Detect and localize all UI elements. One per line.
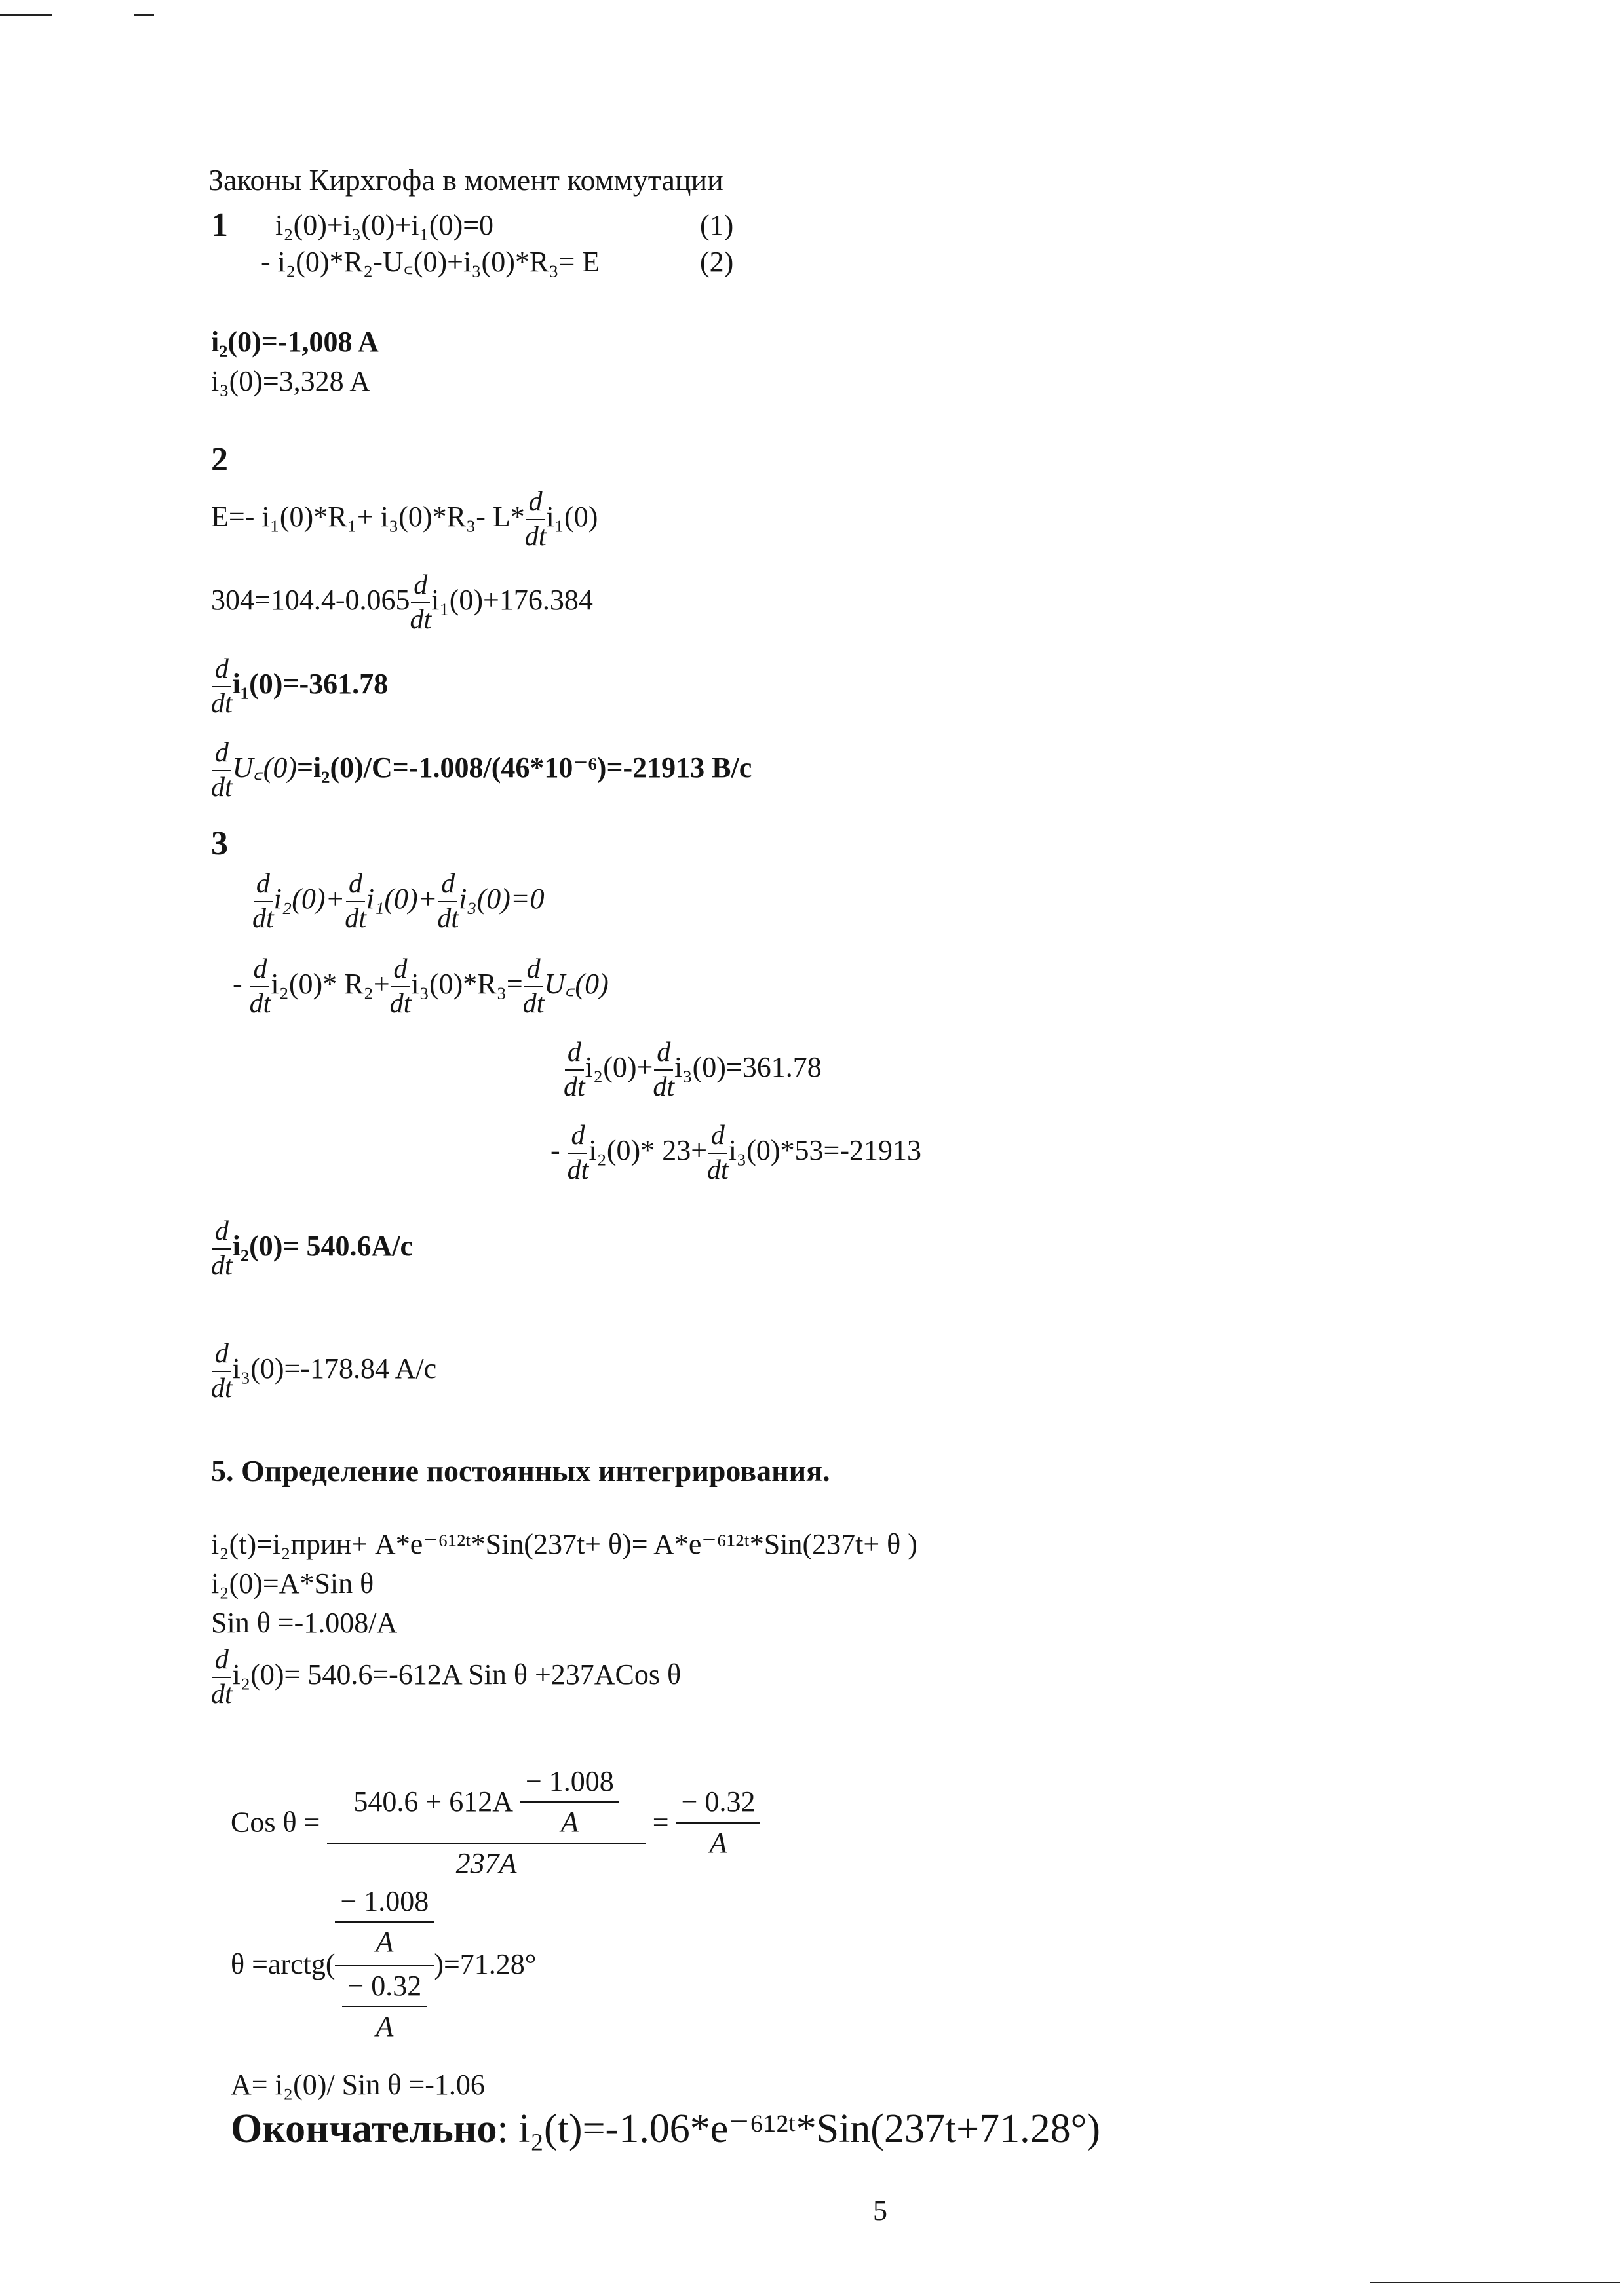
scan-edge-mark-top-left <box>0 14 52 16</box>
final-expression: i₂(t)=-1.06*e⁻⁶¹²ᵗ*Sin(237t+71.28°) <box>518 2107 1101 2151</box>
derivative-operator: $\frac{d}{dt}$ <box>211 738 233 803</box>
kirchhoff-heading: Законы Кирхгофа в момент коммутации <box>208 163 723 197</box>
derivative-operator: $\frac{d}{dt}$ <box>522 954 545 1019</box>
final-answer-row <box>231 2109 1100 2149</box>
inner-fraction: $\frac{- 1.008}{A}$ <box>520 1766 619 1839</box>
derivative-operator: $\frac{d}{dt}$ <box>211 1645 233 1710</box>
derivative-i2-equation-row <box>211 1646 681 1709</box>
derivative-operator: $\frac{d}{dt}$ <box>345 869 366 934</box>
result-i2-initial: i₂(0)=-1,008 A <box>211 326 379 358</box>
system-row-4: - $\frac{d}{dt}$ i₂(0)* 23+ $\frac{d}{dt}$ i₃(0)*53=-21913 <box>550 1120 922 1185</box>
cos-theta-fraction: 540.6 + 612A $\frac{- 1.008}{A}$ 237A <box>327 1766 645 1879</box>
derivative-operator: $\frac{d}{dt}$ <box>211 1339 233 1404</box>
derivative-operator: $\frac{d}{dt}$ <box>211 654 233 719</box>
amplitude-line: A= i₂(0)/ Sin θ =-1.06 <box>231 2069 485 2101</box>
system-row-2: - $\frac{d}{dt}$ i₂(0)* R₂+ $\frac{d}{dt}$ i₃(0)*R₃= $\frac{d}{dt}$ U꜀(0) <box>233 954 609 1019</box>
theta-row <box>231 1886 536 2043</box>
di2-result-row <box>211 1217 413 1280</box>
theta-left: θ =arctg( <box>231 1947 336 1980</box>
result-i3-initial: i₃(0)=3,328 A <box>211 365 371 397</box>
duc-variable: U꜀(0) <box>232 751 297 784</box>
cos-theta-equals: = <box>652 1806 669 1839</box>
sin-theta: Sin θ =-1.008/A <box>211 1607 398 1639</box>
step-1-equation-2: - i₂(0)*R₂-U꜀(0)+i₃(0)*R₃= E <box>261 246 600 278</box>
system-row-1: $\frac{d}{dt}$ i₂(0)+ $\frac{d}{dt}$ i₁(0)+ $\frac{d}{dt}$ i₃(0)=0 <box>252 869 545 934</box>
section-5-heading: 5. Определение постоянных интегрирования. <box>211 1454 830 1487</box>
general-solution: i₂(t)=i₂прин+ A*e⁻⁶¹²ᵗ*Sin(237t+ θ)= A*e⁻⁶¹²ᵗ*Sin(237t+ θ ) <box>211 1528 917 1560</box>
equation-numeric-right: i₁(0)+176.384 <box>431 583 593 616</box>
di3-result: i₃(0)=-178.84 A/c <box>232 1352 437 1385</box>
di1-result-row <box>211 655 388 718</box>
derivative-operator: $\frac{d}{dt}$ <box>410 570 432 635</box>
scan-edge-mark-bottom-right <box>1370 2282 1620 2283</box>
di3-result-row <box>211 1340 436 1403</box>
derivative-operator: $\frac{d}{dt}$ <box>564 1037 585 1102</box>
theta-fraction <box>335 1886 434 2043</box>
di2-result: i₂(0)= 540.6A/c <box>232 1229 413 1262</box>
step-1-number: 1 <box>211 206 228 244</box>
theta-right: )=71.28° <box>434 1947 537 1980</box>
final-label: Окончательно <box>231 2107 497 2151</box>
duc-result-row <box>211 739 752 802</box>
system-row-3: $\frac{d}{dt}$ i₂(0)+ $\frac{d}{dt}$ i₃(0)=361.78 <box>564 1037 822 1102</box>
cos-theta-result: $\frac{- 0.32}{A}$ <box>676 1786 761 1859</box>
scan-edge-mark-top <box>134 14 154 16</box>
derivative-operator: $\frac{d}{dt}$ <box>389 954 412 1019</box>
derivative-operator: $\frac{d}{dt}$ <box>437 869 459 934</box>
step-1-equation-2-ref: (2) <box>700 246 734 278</box>
cos-theta-left: Cos θ = <box>231 1806 320 1839</box>
step-2-number: 2 <box>211 441 228 478</box>
cos-theta-row <box>231 1766 760 1879</box>
derivative-operator: $\frac{d}{dt}$ <box>211 1216 233 1281</box>
equation-e-row <box>211 488 598 551</box>
derivative-operator: $\frac{d}{dt}$ <box>249 954 271 1019</box>
theta-bottom-fraction: $\frac{- 0.32}{A}$ <box>342 1970 427 2043</box>
equation-numeric-row <box>211 571 593 634</box>
step-3-number: 3 <box>211 825 228 862</box>
duc-result: =i₂(0)/C=-1.008/(46*10⁻⁶)=-21913 B/c <box>296 751 752 784</box>
step-1-equation-1-ref: (1) <box>700 209 734 241</box>
equation-numeric-left: 304=104.4-0.065 <box>211 583 410 616</box>
initial-i2-sin: i₂(0)=A*Sin θ <box>211 1567 374 1599</box>
step-1-equation-1: i₂(0)+i₃(0)+i₁(0)=0 <box>275 209 494 241</box>
derivative-operator: $\frac{d}{dt}$ <box>524 487 547 552</box>
equation-e-right: i₁(0) <box>546 500 598 533</box>
di1-result: i₁(0)=-361.78 <box>232 667 389 700</box>
derivative-operator: $\frac{d}{dt}$ <box>707 1120 729 1185</box>
page-number: 5 <box>873 2194 887 2227</box>
derivative-operator: $\frac{d}{dt}$ <box>653 1037 675 1102</box>
derivative-operator: $\frac{d}{dt}$ <box>567 1120 589 1185</box>
equation-e-left: E=- i₁(0)*R₁+ i₃(0)*R₃- L* <box>211 500 525 533</box>
derivative-operator: $\frac{d}{dt}$ <box>252 869 274 934</box>
final-colon: : <box>497 2107 509 2151</box>
derivative-i2-equation: i₂(0)= 540.6=-612A Sin θ +237ACos θ <box>232 1658 682 1691</box>
theta-top-fraction: $\frac{- 1.008}{A}$ <box>335 1886 434 1961</box>
